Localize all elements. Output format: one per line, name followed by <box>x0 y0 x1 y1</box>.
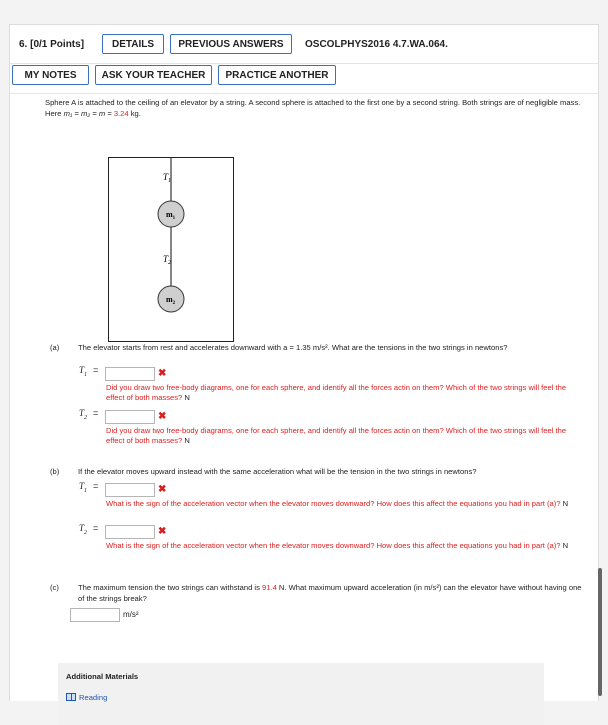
part-b-t1-symbol: $T_1$ <box>79 481 88 494</box>
scrollbar[interactable] <box>598 568 602 696</box>
question-toolbar <box>10 63 598 94</box>
incorrect-x-icon: ✖ <box>158 368 167 379</box>
divider <box>10 93 598 94</box>
spheres-figure <box>109 158 233 341</box>
ask-teacher-button[interactable]: ASK YOUR TEACHER <box>95 65 212 85</box>
question-id: OSCOLPHYS2016 4.7.WA.064. <box>305 39 448 50</box>
question-card <box>9 24 599 701</box>
part-b-t2-equals: = <box>93 523 99 533</box>
part-c-unit: m/s² <box>123 610 139 619</box>
additional-materials-title: Additional Materials <box>66 672 139 681</box>
part-b-label: (b) <box>50 467 60 476</box>
part-a-t1-symbol: $T_1$ <box>79 365 88 378</box>
part-b-t1-equals: = <box>93 481 99 491</box>
statement-text: Sphere A is attached to the ceiling of an elevator by a string. A second sphere is attached to the first one by a second string. Both strings are of negligible mass. Here <box>45 98 581 118</box>
part-a-t2-unit: N <box>182 436 190 445</box>
part-a-t1-unit: N <box>182 393 190 402</box>
reading-label: Reading <box>79 693 108 702</box>
incorrect-x-icon: ✖ <box>158 526 167 537</box>
my-notes-button[interactable]: MY NOTES <box>12 65 89 85</box>
part-a-label: (a) <box>50 343 60 352</box>
part-b-t1-input[interactable] <box>105 483 155 497</box>
max-tension-value: 91.4 <box>262 583 277 592</box>
t2-diagram-label: $T_2$ <box>163 254 172 266</box>
additional-materials <box>58 663 544 725</box>
part-a-t2-hint: Did you draw two free-body diagrams, one for each sphere, and identify all the forces actin on them? Which of the two strings will feel the effect of both masses? N <box>106 426 567 445</box>
part-a-t2-equals: = <box>93 408 99 418</box>
question-header <box>10 25 598 63</box>
part-c-question: The maximum tension the two strings can withstand is 91.4 N. What maximum upward acceleration (in m/s²) can the elevator have without having one of the strings break? <box>78 583 582 603</box>
part-a-t1-hint: Did you draw two free-body diagrams, one for each sphere, and identify all the forces actin on them? Which of the two strings will feel the effect of both masses? N <box>106 383 567 402</box>
points-label: [0/1 Points] <box>30 39 85 50</box>
reading-link[interactable] <box>66 693 107 702</box>
m1-diagram-label: $m_1$ <box>166 210 176 221</box>
incorrect-x-icon: ✖ <box>158 484 167 495</box>
mass-equation: m₁ = m₂ = m = <box>63 109 114 118</box>
part-a-t2-symbol: $T_2$ <box>79 408 88 421</box>
question-points <box>19 39 84 50</box>
part-b-t1-unit: N <box>560 499 569 508</box>
details-button[interactable]: DETAILS <box>102 34 164 54</box>
mass-unit: kg. <box>128 109 141 118</box>
part-a-t1-input[interactable] <box>105 367 155 381</box>
part-c-label: (c) <box>50 583 59 592</box>
part-b-question: If the elevator moves upward instead with the same acceleration what will be the tension in the two strings in newtons? <box>78 467 477 476</box>
problem-statement <box>45 97 590 119</box>
m2-diagram-label: $m_2$ <box>166 295 176 306</box>
part-a-question: The elevator starts from rest and accelerates downward with a = 1.35 m/s². What are the tensions in the two strings in newtons? <box>78 343 508 352</box>
previous-answers-button[interactable]: PREVIOUS ANSWERS <box>170 34 292 54</box>
question-number: 6. <box>19 39 28 50</box>
mass-value: 3.24 <box>113 109 129 118</box>
t1-diagram-label: $T_1$ <box>163 172 172 184</box>
incorrect-x-icon: ✖ <box>158 411 167 422</box>
part-b-t2-input[interactable] <box>105 525 155 539</box>
part-b-t2-unit: N <box>560 541 569 550</box>
part-b-t2-hint: What is the sign of the acceleration vector when the elevator moves downward? How does this affect the equations you had in part (a)? N <box>106 541 569 550</box>
elevator-diagram <box>108 157 234 342</box>
part-a-t2-input[interactable] <box>105 410 155 424</box>
part-a-t1-equals: = <box>93 365 99 375</box>
practice-another-button[interactable]: PRACTICE ANOTHER <box>218 65 336 85</box>
part-b-t1-hint: What is the sign of the acceleration vector when the elevator moves downward? How does this affect the equations you had in part (a)? N <box>106 499 569 508</box>
part-c-input[interactable] <box>70 608 120 622</box>
part-b-t2-symbol: $T_2$ <box>79 523 88 536</box>
